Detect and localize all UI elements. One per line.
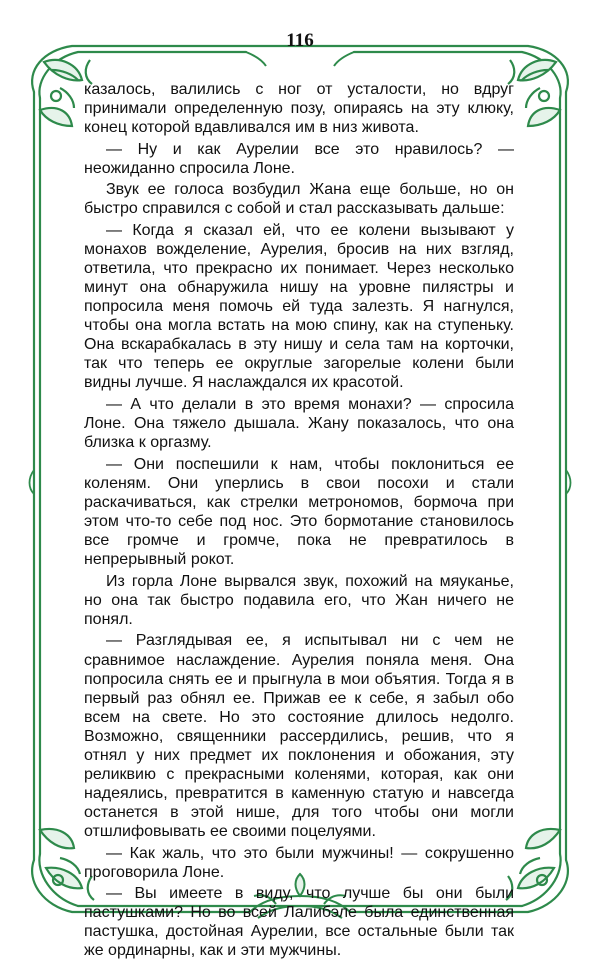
bottom-right-leaf-scroll-ornament (506, 829, 568, 912)
paragraph: — А что делали в это время монахи? — спросила Лоне. Она тяжело дышала. Жану показалось, что она близка к оргазму. (84, 396, 514, 452)
body-text (84, 80, 514, 963)
paragraph: — Разглядывая ее, я испытывал ни с чем не сравнимое наслаждение. Аурелия поняла меня. Она попросила снять ее и прыгнула в мои объятия. Тогда я в первый раз обнял ее. Прижав ее к себе, я забыл обо всем на свете. Но это состояние длилось недолго. Возможно, священники рассердились, решив, что я отнял у них предмет их поклонения и обожания, эту реликвию с прекрасными коленями, которая, как они надеялись, превратится в каменную статую и навсегда останется в этой нише, для того чтобы они могли отшлифовывать ее своими поцелуями. (84, 632, 514, 840)
paragraph: — Как жаль, что это были мужчины! — сокрушенно проговорила Лоне. (84, 844, 514, 881)
paragraph: — Они поспешили к нам, чтобы поклониться ее коленям. Они уперлись в свои посохи и стали раскачиваться, как стрелки метрономов, бормоча при этом что-то себе под нос. Это бормотание становилось все громче и громче, пока не превратилось в непрерывный рокот. (84, 455, 514, 569)
top-center-scroll-ornament (246, 52, 354, 66)
paragraph: Из горла Лоне вырвался звук, похожий на мяуканье, но она так быстро подавила его, что Жан ничего не понял. (84, 572, 514, 628)
paragraph: — Ну и как Аурелии все это нравилось? — неожиданно спросила Лоне. (84, 140, 514, 177)
paragraph: Звук ее голоса возбудил Жана еще больше, но он быстро справился с собой и стал рассказывать дальше: (84, 181, 514, 218)
page-number: 116 (286, 30, 314, 51)
paragraph: — Вы имеете в виду, что лучше бы они были пастушками? Но во всей Лалибэле была единственная пастушка, достойная Аурелии, все остальные были так же ординарны, как и эти мужчины. (84, 885, 514, 960)
paragraph: — Когда я сказал ей, что ее колени вызывают у монахов вожделение, Аурелия, бросив на них взгляд, ответила, что прекрасно их понимает. Через несколько минут она обнаружила нишу на уровне пилястры и попросила меня помочь ей туда залезть. Я нагнулся, чтобы она могла встать на мою спину, как на ступеньку. Она вскарабкалась в эту нишу и села там на корточки, так что теперь ее округлые загорелые колени были видны лучше. Я наслаждался их красотой. (84, 222, 514, 392)
paragraph: казалось, валились с ног от усталости, но вдруг принимали определенную позу, опираясь на эту клюку, конец которой вдавливался им в низ живота. (84, 81, 514, 137)
